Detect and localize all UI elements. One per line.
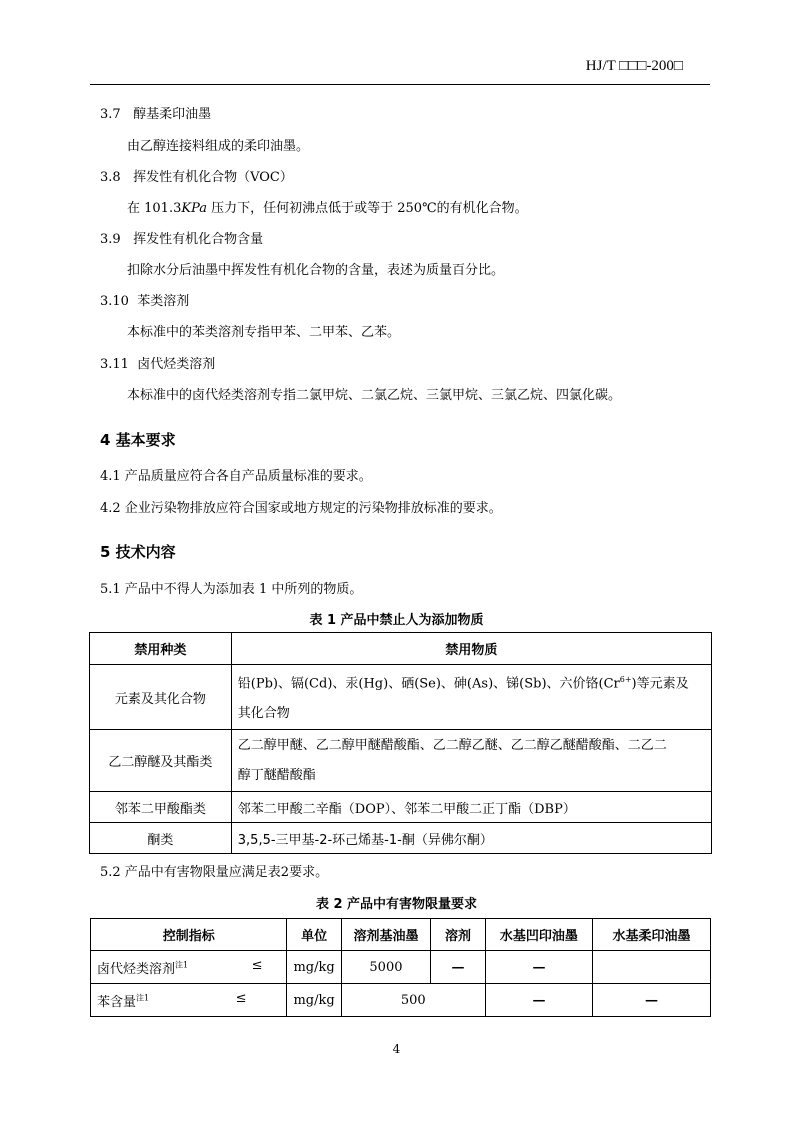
table-2-header-unit: 单位 xyxy=(287,919,341,951)
table-1-category: 邻苯二甲酸酯类 xyxy=(90,792,232,823)
table-2-water-flexo xyxy=(592,951,710,984)
table-row xyxy=(91,984,711,1017)
page-number: 4 xyxy=(392,1042,401,1056)
section-5-item-2: 5.2 产品中有害物限量应满足表2要求。 xyxy=(100,865,329,880)
table-row xyxy=(90,823,712,854)
table-2-water-flexo: — xyxy=(592,984,710,1017)
table-1-header-substance: 禁用物质 xyxy=(231,633,711,665)
table-2-caption: 表 2 产品中有害物限量要求 xyxy=(315,897,478,912)
term-3-9-def: 扣除水分后油墨中挥发性有机化合物的含量，表述为质量百分比。 xyxy=(127,263,505,278)
table-2-indicator: 苯含量$^{注1}$ ≤ xyxy=(91,984,287,1017)
term-3-8-def: 在 101.3KPa 压力下，任何初沸点低于或等于 250℃的有机化合物。 xyxy=(127,201,528,216)
table-2-header-water-flexo: 水基柔印油墨 xyxy=(592,919,710,951)
table-1-header-row xyxy=(90,633,712,665)
table-2-merged-value: 500 xyxy=(341,984,485,1017)
table-1-substance: 铅(Pb)、镉(Cd)、汞(Hg)、硒(Se)、砷(As)、锑(Sb)、六价铬$(Cr^{6+})$等元素及 其化合物 xyxy=(231,665,711,730)
section-5-item-1: 5.1 产品中不得人为添加表 1 中所列的物质。 xyxy=(100,582,363,597)
section-4-title: 4 基本要求 xyxy=(100,431,176,449)
table-row xyxy=(91,951,711,984)
section-4-item-2: 4.2 企业污染物排放应符合国家或地方规定的污染物排放标准的要求。 xyxy=(100,501,502,516)
term-3-8: 3.8 挥发性有机化合物（VOC） xyxy=(100,170,293,185)
table-2-indicator: 卤代烃类溶剂$^{注1}$ ≤ xyxy=(91,951,287,984)
table-row xyxy=(90,792,712,823)
table-1-substance: 乙二醇甲醚、乙二醇甲醚醋酸酯、乙二醇乙醚、乙二醇乙醚醋酸酯、二乙二 醇丁醚醋酸酯 xyxy=(231,730,711,792)
table-1-substance: 邻苯二甲酸二辛酯（DOP）、邻苯二甲酸二正丁酯（DBP） xyxy=(231,792,711,823)
table-2-unit: mg/kg xyxy=(287,984,341,1017)
table-1-category: 酮类 xyxy=(90,823,232,854)
term-3-7-def: 由乙醇连接料组成的柔印油墨。 xyxy=(127,139,310,154)
table-1 xyxy=(89,632,712,854)
table-2-unit: mg/kg xyxy=(287,951,341,984)
term-3-7: 3.7 醇基柔印油墨 xyxy=(100,107,212,122)
term-3-9: 3.9 挥发性有机化合物含量 xyxy=(100,232,264,247)
section-5-title: 5 技术内容 xyxy=(100,543,176,561)
table-1-header-category: 禁用种类 xyxy=(90,633,232,665)
table-1-category: 元素及其化合物 xyxy=(90,665,232,730)
table-row xyxy=(90,730,712,792)
table-2-water-gravure: — xyxy=(485,951,592,984)
table-2-header-solvent: 溶剂 xyxy=(431,919,486,951)
table-2-header-solvent-ink: 溶剂基油墨 xyxy=(341,919,431,951)
table-2-header-row xyxy=(91,919,711,951)
table-2-header-water-gravure: 水基凹印油墨 xyxy=(485,919,592,951)
term-3-11-def: 本标准中的卤代烃类溶剂专指二氯甲烷、二氯乙烷、三氯甲烷、三氯乙烷、四氯化碳。 xyxy=(127,388,622,403)
table-1-category: 乙二醇醚及其酯类 xyxy=(90,730,232,792)
header-rule xyxy=(90,84,710,85)
table-2-solvent: — xyxy=(431,951,486,984)
table-row xyxy=(90,665,712,730)
table-1-substance: 3,5,5-三甲基-2-环己烯基-1-酮（异佛尔酮） xyxy=(231,823,711,854)
term-3-10-def: 本标准中的苯类溶剂专指甲苯、二甲苯、乙苯。 xyxy=(127,325,401,340)
term-3-10: 3.10 苯类溶剂 xyxy=(100,294,190,309)
section-4-item-1: 4.1 产品质量应符合各自产品质量标准的要求。 xyxy=(100,469,372,484)
table-1-caption: 表 1 产品中禁止人为添加物质 xyxy=(309,613,484,628)
term-3-11: 3.11 卤代烃类溶剂 xyxy=(100,357,216,372)
table-2-header-indicator: 控制指标 xyxy=(91,919,287,951)
table-2-solvent-ink: 5000 xyxy=(341,951,431,984)
table-2 xyxy=(90,918,711,1017)
doc-code: HJ/T □□□-200□ xyxy=(585,58,683,74)
table-2-water-gravure: — xyxy=(485,984,592,1017)
